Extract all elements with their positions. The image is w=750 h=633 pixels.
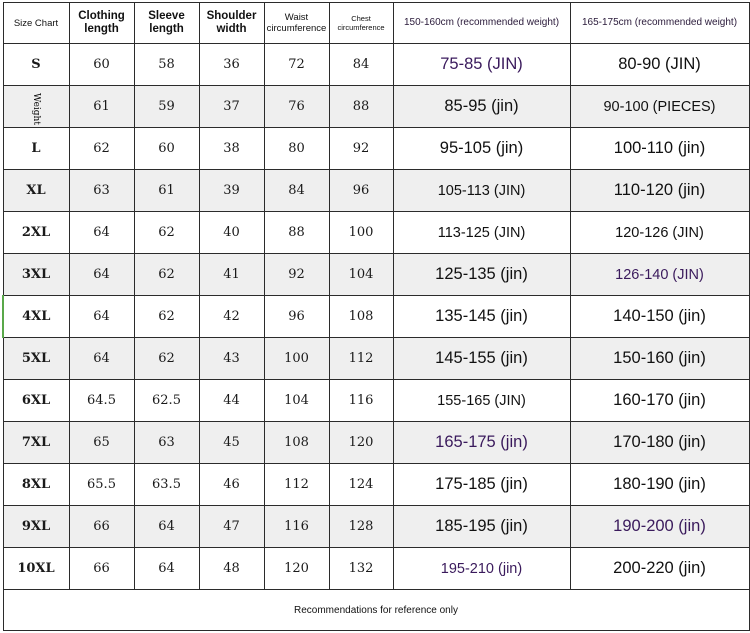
rec-165-175-cell: 110-120 (jin) [570, 170, 749, 212]
table-row [3, 128, 749, 170]
shoulder-width-cell: 42 [199, 296, 264, 338]
table-row [3, 170, 749, 212]
waist-cell: 108 [264, 422, 329, 464]
rec-165-175-cell: 170-180 (jin) [570, 422, 749, 464]
sleeve-length-cell: 62 [134, 296, 199, 338]
waist-cell: 84 [264, 170, 329, 212]
rec-150-160-cell: 75-85 (JIN) [393, 44, 570, 86]
waist-cell: 104 [264, 380, 329, 422]
rec-165-175-cell: 190-200 (jin) [570, 506, 749, 548]
chest-cell: 132 [329, 548, 393, 590]
size-cell: 9XL [3, 506, 69, 548]
sleeve-length-cell: 64 [134, 548, 199, 590]
sleeve-length-cell: 62 [134, 254, 199, 296]
waist-cell: 116 [264, 506, 329, 548]
rec-165-175-cell: 80-90 (JIN) [570, 44, 749, 86]
clothing-length-cell: 64 [69, 254, 134, 296]
rec-165-175-cell: 150-160 (jin) [570, 338, 749, 380]
header-clothing-length: Clothing length [69, 3, 134, 44]
waist-cell: 80 [264, 128, 329, 170]
table-row [3, 506, 749, 548]
chest-cell: 92 [329, 128, 393, 170]
sleeve-length-cell: 63.5 [134, 464, 199, 506]
chest-cell: 116 [329, 380, 393, 422]
chest-cell: 112 [329, 338, 393, 380]
sleeve-length-cell: 59 [134, 86, 199, 128]
chest-cell: 96 [329, 170, 393, 212]
shoulder-width-cell: 37 [199, 86, 264, 128]
rec-150-160-cell: 175-185 (jin) [393, 464, 570, 506]
table-row [3, 338, 749, 380]
rec-165-175-cell: 120-126 (JIN) [570, 212, 749, 254]
clothing-length-cell: 66 [69, 506, 134, 548]
size-chart-table [2, 2, 750, 631]
waist-cell: 96 [264, 296, 329, 338]
table-row [3, 86, 749, 128]
reference-note: Recommendations for reference only [3, 590, 749, 631]
table-row [3, 212, 749, 254]
clothing-length-cell: 64 [69, 296, 134, 338]
size-cell: 7XL [3, 422, 69, 464]
rec-150-160-cell: 165-175 (jin) [393, 422, 570, 464]
rec-165-175-cell: 100-110 (jin) [570, 128, 749, 170]
header-shoulder-width: Shoulder width [199, 3, 264, 44]
rec-150-160-cell: 85-95 (jin) [393, 86, 570, 128]
shoulder-width-cell: 36 [199, 44, 264, 86]
rec-150-160-cell: 195-210 (jin) [393, 548, 570, 590]
sleeve-length-cell: 62 [134, 212, 199, 254]
chest-cell: 124 [329, 464, 393, 506]
size-cell: 4XL [3, 296, 69, 338]
header-rec-165-175: 165-175cm (recommended weight) [570, 3, 749, 44]
clothing-length-cell: 65.5 [69, 464, 134, 506]
shoulder-width-cell: 38 [199, 128, 264, 170]
table-row [3, 254, 749, 296]
sleeve-length-cell: 62 [134, 338, 199, 380]
size-cell: 8XL [3, 464, 69, 506]
header-size-chart: Size Chart [3, 3, 69, 44]
clothing-length-cell: 62 [69, 128, 134, 170]
chest-cell: 84 [329, 44, 393, 86]
table-row [3, 464, 749, 506]
chest-cell: 120 [329, 422, 393, 464]
waist-cell: 112 [264, 464, 329, 506]
shoulder-width-cell: 43 [199, 338, 264, 380]
shoulder-width-cell: 47 [199, 506, 264, 548]
clothing-length-cell: 64.5 [69, 380, 134, 422]
waist-cell: 100 [264, 338, 329, 380]
size-cell: S [3, 44, 69, 86]
size-cell: 3XL [3, 254, 69, 296]
chest-cell: 108 [329, 296, 393, 338]
size-cell: 5XL [3, 338, 69, 380]
size-cell: XL [3, 170, 69, 212]
shoulder-width-cell: 48 [199, 548, 264, 590]
waist-cell: 88 [264, 212, 329, 254]
clothing-length-cell: 65 [69, 422, 134, 464]
sleeve-length-cell: 64 [134, 506, 199, 548]
rec-165-175-cell: 90-100 (PIECES) [570, 86, 749, 128]
rec-165-175-cell: 180-190 (jin) [570, 464, 749, 506]
header-row [3, 3, 749, 44]
clothing-length-cell: 63 [69, 170, 134, 212]
shoulder-width-cell: 45 [199, 422, 264, 464]
table-row [3, 380, 749, 422]
rec-150-160-cell: 145-155 (jin) [393, 338, 570, 380]
shoulder-width-cell: 40 [199, 212, 264, 254]
rec-150-160-cell: 125-135 (jin) [393, 254, 570, 296]
chest-cell: 88 [329, 86, 393, 128]
chest-cell: 128 [329, 506, 393, 548]
rec-165-175-cell: 160-170 (jin) [570, 380, 749, 422]
header-chest-circumference: Chest circumference [329, 3, 393, 44]
waist-cell: 120 [264, 548, 329, 590]
rec-165-175-cell: 126-140 (JIN) [570, 254, 749, 296]
rec-150-160-cell: 185-195 (jin) [393, 506, 570, 548]
sleeve-length-cell: 61 [134, 170, 199, 212]
rec-150-160-cell: 113-125 (JIN) [393, 212, 570, 254]
clothing-length-cell: 61 [69, 86, 134, 128]
shoulder-width-cell: 41 [199, 254, 264, 296]
rec-165-175-cell: 200-220 (jin) [570, 548, 749, 590]
size-cell: 10XL [3, 548, 69, 590]
clothing-length-cell: 66 [69, 548, 134, 590]
chest-cell: 104 [329, 254, 393, 296]
shoulder-width-cell: 46 [199, 464, 264, 506]
size-cell: 6XL [3, 380, 69, 422]
header-rec-150-160: 150-160cm (recommended weight) [393, 3, 570, 44]
note-row [3, 590, 749, 631]
shoulder-width-cell: 39 [199, 170, 264, 212]
rec-150-160-cell: 105-113 (JIN) [393, 170, 570, 212]
table-row [3, 548, 749, 590]
rec-165-175-cell: 140-150 (jin) [570, 296, 749, 338]
table-row [3, 296, 749, 338]
chest-cell: 100 [329, 212, 393, 254]
rec-150-160-cell: 95-105 (jin) [393, 128, 570, 170]
clothing-length-cell: 64 [69, 212, 134, 254]
clothing-length-cell: 60 [69, 44, 134, 86]
header-sleeve-length: Sleeve length [134, 3, 199, 44]
size-cell [3, 86, 69, 128]
rotated-size-label: Weight [31, 92, 41, 125]
sleeve-length-cell: 63 [134, 422, 199, 464]
sleeve-length-cell: 60 [134, 128, 199, 170]
table-row [3, 422, 749, 464]
waist-cell: 92 [264, 254, 329, 296]
size-cell: L [3, 128, 69, 170]
size-cell: 2XL [3, 212, 69, 254]
sleeve-length-cell: 58 [134, 44, 199, 86]
rec-150-160-cell: 135-145 (jin) [393, 296, 570, 338]
waist-cell: 76 [264, 86, 329, 128]
sleeve-length-cell: 62.5 [134, 380, 199, 422]
rec-150-160-cell: 155-165 (JIN) [393, 380, 570, 422]
waist-cell: 72 [264, 44, 329, 86]
header-waist-circumference: Waist circumference [264, 3, 329, 44]
clothing-length-cell: 64 [69, 338, 134, 380]
shoulder-width-cell: 44 [199, 380, 264, 422]
table-row [3, 44, 749, 86]
